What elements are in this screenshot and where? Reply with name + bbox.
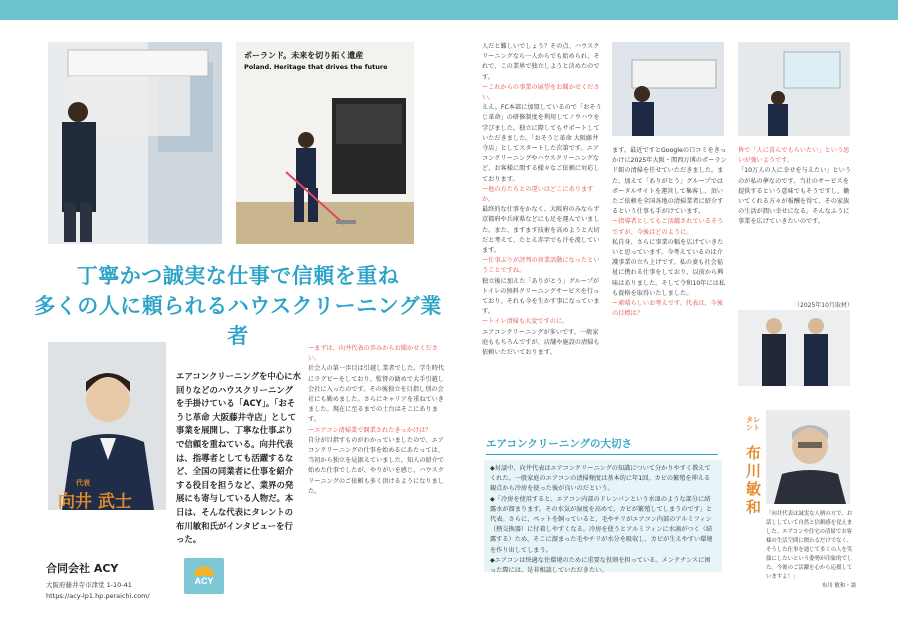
col3-answer-3: 最終的な仕事をかなく、大阪府のみならず京都府や兵庫県などにも足を運んでいました。また、ますます技術を高めようと大切だと考えて、たとえ赤字でも汗を流しています。 (482, 206, 600, 255)
logo-text: ACY (194, 576, 214, 586)
photo-aircon-cleaning (48, 42, 222, 244)
col3-question-1: ーこれからの事業の展望をお聞かせください。 (482, 83, 600, 102)
col3-question-2: ー他の方たちとの違いはどこにありますか。 (482, 185, 594, 204)
col2-answer-1: 社会人の第一歩目は引越し業者でした。学生時代にラグビーをしており、監督の勧めで大手引越し会社に入ったのです。その後独立を目指し別の会社にも勤めました。さらにキャリアを重ねていきました。現在に至るまでの土台はそこにあります。 (308, 365, 445, 424)
exhibit-title-jp: ポーランド。未来を切り拓く遺産 (244, 51, 364, 60)
talent-role: タレント (746, 416, 760, 432)
col3-answer-5: エアコンクリーニングが多いです。一般家庭ももちろんですが、店舗や施設の清掃も依頼いただいております。 (482, 328, 600, 357)
col4-answer-2: 私自身、さらに事業の幅を広げていきたいと思っています。今考えているのは介護事業の立ち上げです。私の妻も社会福祉に携わる仕事をしており、以前から興味はありました。そして令和10年には私も資格を取得いたしました。 (612, 238, 726, 297)
col3-question-4: ートイレ清掃も大変ですのに。 (482, 318, 569, 326)
company-logo (184, 558, 224, 594)
photo-aircon-wrapped (738, 42, 850, 136)
col2-question-2: ーエアコン清掃業で開業されたきっかけは？ (308, 426, 432, 434)
aircon-paragraph-3: ◆エアコンは快適な住環境のために重要な役割を担っている。メンテナンスに困った際には、是非相談していただきたい。 (490, 556, 711, 575)
intro-paragraph: エアコンクリーニングを中心に水回りなどのハウスクリーニングを手掛けている「ACY」。「おそうじ革命 大阪藤井寺店」として事業を展開し、丁寧な仕事ぶりで信頼を重ねている。向井代表は、指導者としても活躍するなど、全国の同業者に仕事を紹介する役目を担うなど、業界の発展にも寄与している人物だ。本日は、そんな代表にタレントの布川敏和氏がインタビューを行った。 (176, 371, 301, 545)
article-column-3 (482, 42, 604, 430)
headline-line-1: 丁寧かつ誠実な仕事で信頼を重ね (76, 263, 400, 288)
talent-name: 布川 敏和 (746, 444, 762, 516)
exhibit-title-en: Poland. Heritage that drives the future (244, 63, 388, 71)
col4-question-1: ー指導者としてもご活躍されているそうですが、今後はどのように。 (612, 218, 724, 236)
logo-sun-icon (194, 566, 214, 576)
photo-two-men (738, 310, 850, 386)
col3-answer-4: 独立後に加えた「ありがとう」グループがトイレの無料クリーニングサービスを行っており、それも今を生かす事になっています。 (482, 277, 600, 316)
aircon-section-title: エアコンクリーニングの大切さ (486, 438, 633, 450)
company-address-block (46, 580, 150, 602)
representative-role: 代表 (76, 478, 90, 487)
col4-question-2: ー素晴らしいお考えです。代表は、今後の目標は？ (612, 300, 723, 318)
aircon-paragraph-2: ◆「冷房を使用すると、エアコン内部のドレンパンという水皿のような部分に結露水が溜まります。その水気が湿度を高めて、カビが繁殖してしまうのです」と代表。さらに、ペットを飼っていると、毛やチリがエアコン内部のアルミフィン（熱交換器）に付着しやすくなる。冷房を使うとアルミフィンに水滴がつく（結露する）ため、そこに溜まった毛やチリが水分を吸収し、カビが生えやすい環境を作り出してしまう。 (490, 495, 713, 554)
col3-answer-2: ええ。FC本部に加盟しているので「おそうじ革命」の研修制度を利用してノウハウを学びました。独立に際してもサポートしていただきました。「おそうじ革命 大阪藤井寺店」としてスタートした次第です。エアコンクリーニングやハウスクリーニングなど、お客様に関する様々なご依頼に対応しております。 (482, 104, 602, 183)
col4-answer-1: ます。最近ですとGoogleの口コミをきっかけに2025年大阪・関西万博のポーランド館の清掃を任せていただきました。また、加えて「ありがとう」グループではポータルサイトを運営して集客し、頂いたご依頼を全国各地の清掃業者に紹介するという仕事も手がけています。 (612, 147, 727, 216)
article-column-2 (308, 344, 446, 576)
company-address: 大阪府藤井寺市津堂 1-10-41 (46, 581, 132, 589)
talent-quote-box (766, 510, 856, 596)
representative-name: 向井 武士 (58, 492, 132, 512)
photo-talent (766, 410, 850, 504)
col2-question-1: ーまずは、向井代表の歩みからお聞かせください。 (308, 345, 438, 363)
magazine-page (6, 20, 892, 617)
col3-question-3: ー仕事ぶりが評判の営業活動になったということですね。 (482, 257, 600, 275)
article-column-5 (738, 146, 854, 294)
talent-quote: 「向井代表は誠実な人柄の方で、お話ししていて自然と信頼感を覚えました。エアコンや住宅の清掃でお客様の生活空間に関わるだけでなく、そうした仕事を通じて多くの人を笑顔にしたいという姿勢が印象的でした。今後のご活躍を心から応援していますよ！」 (766, 511, 853, 580)
interview-date: （2025年10月取材） (794, 302, 853, 309)
aircon-paragraph-1: ◆対談中、向井代表はエアコンクリーニングの知識について分かりやすく教えてくれた。一般家庭のエアコンの清掃頻度は基本的に年1回。カビの繁殖を抑える観点から冷房を使った後が良いのだという。 (490, 465, 711, 493)
photo-aircon-unit (612, 42, 724, 136)
top-color-bar (0, 0, 898, 20)
aircon-section-divider (486, 454, 718, 455)
aircon-section-box (484, 460, 722, 575)
headline-line-2: 多くの人に頼られるハウスクリーニング業者 (34, 293, 442, 348)
col5-question-1: 皆で「人に喜んでもらいたい」という思いが強いようです。 (738, 147, 850, 165)
col3-answer-1: 人だと難しいでしょう？その点、ハウスクリーニングなら一人からでも始められ、それで、この業界で独立しようと決めたのです。 (482, 43, 600, 81)
talent-signature: 布川 敏和・談 (821, 583, 856, 589)
col2-answer-2: 自分が目指すものがわかっていましたので、エアコンクリーニングの仕事を始めるにあたっては、当初から独立を見据えていました。知人の紹介で始めた仕事でしたが、やりがいを感じ、ハウスクリーニングのご依頼も多く頂けるようになりました。 (308, 436, 445, 495)
company-url[interactable]: https://acy-lp1.hp.peraichi.com/ (46, 592, 150, 600)
article-column-4 (612, 146, 728, 416)
photo-exhibit-mopping (236, 42, 414, 244)
photo-representative (48, 342, 166, 510)
col5-answer-1: 「10万人の人に幸せを与えたい」というのが私の夢なのです。当社のサービスを提供するという意味でもそうですし、働いてくれる方々が報酬を得て、その家族の生活が潤い幸せになる。そんなふうに事業を広げていきたいのです。 (738, 167, 852, 226)
company-name: 合同会社 ACY (46, 562, 119, 575)
